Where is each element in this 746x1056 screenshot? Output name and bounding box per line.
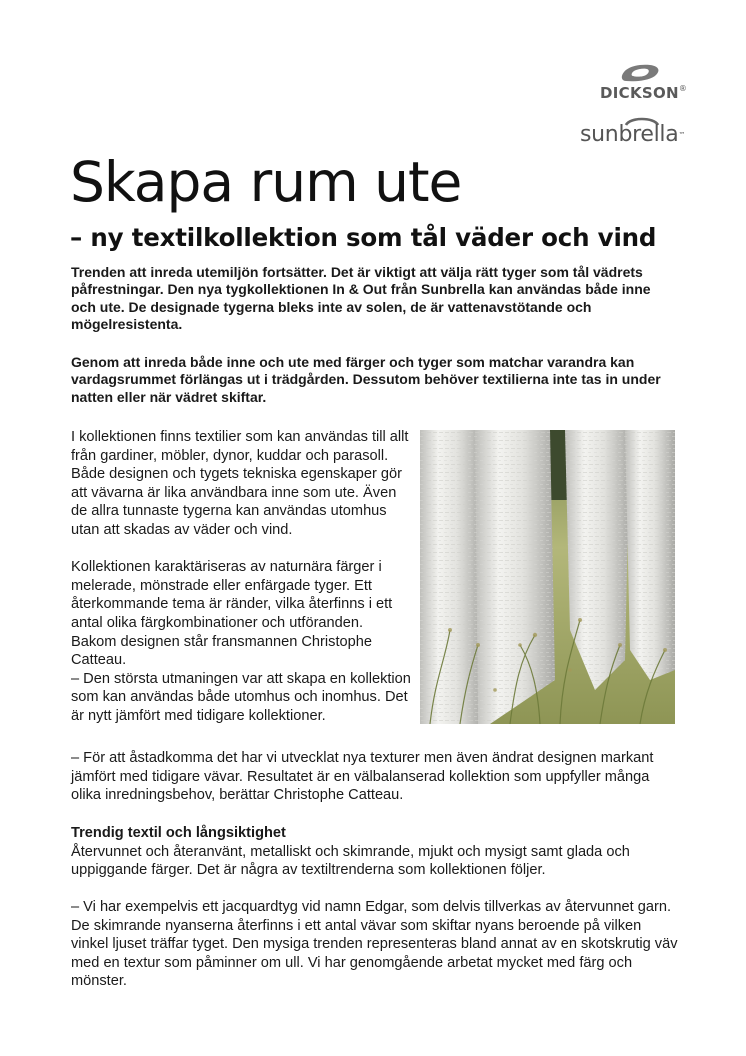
trend-section [71,824,681,880]
dickson-logo [600,64,688,102]
lead-paragraph-1: Trenden att inreda utemiljön fortsätter. Det är viktigt att välja rätt tyger som tål vädrets påfrestningar. Den nya tygkollektionen In & Out från Sunbrella kan användas både inne och ute. De designade tygerna bleks inte av solen, de är vattenavstötande och mögelresistenta. [71,264,651,333]
lead-paragraph-2: Genom att inreda både inne och ute med färger och tyger som matchar varandra kan vardagsrummet förlängas ut i trädgården. Dessutom behöver textilierna inte tas in under natten eller när vädret skiftar. [71,354,661,405]
page-subtitle: – ny textilkollektion som tål väder och vind [70,223,657,252]
text-column [71,428,411,726]
page-title: Skapa rum ute [70,150,462,214]
quote-paragraph: – För att åstadkomma det har vi utvecklat nya texturer men även ändrat designen markant jämfört med tidigare vävar. Resultatet är en välbalanserad kollektion som uppfyller många olika inredningsbehov, berättar Christophe Catteau. [71,750,654,804]
curtains-photo [420,430,675,724]
section-heading: Trendig textil och långsiktighet [71,825,286,841]
dickson-wordmark: DICKSON [600,84,679,102]
dickson-registered-mark: ® [678,84,688,93]
column-paragraph: I kollektionen finns textilier som kan användas till allt från gardiner, möbler, dynor, kuddar och parasoll. Både designen och tygets tekniska egenskaper gör att vävarna är lika användbara inne som ute. Även de allra tunnaste tygerna kan användas utomhus utan att skadas av väder och vind. [71,429,409,538]
sunbrella-logo [580,114,686,147]
section-text: Återvunnet och återanvänt, metalliskt och skimrande, mjukt och mysigt samt glada och uppiggande färger. Det är några av textiltrenderna som kollektionen följer. [71,843,630,879]
column-paragraph: – Den största utmaningen var att skapa en kollektion som kan användas både utomhus och inomhus. Det är nytt jämfört med tidigare kollektioner. [71,670,411,724]
sunbrella-wordmark: sunbrella [580,122,679,147]
column-paragraph: Kollektionen karaktäriseras av naturnära färger i melerade, mönstrade eller enfärgade tyger. Ett återkommande tema är ränder, vilka återfinns i ett antal olika färgkombinationer och utföranden. Bakom designen står fransmannen Christophe Catteau. [71,559,393,669]
closing-paragraph: – Vi har exempelvis ett jacquardtyg vid namn Edgar, som delvis tillverkas av återvunnet garn. De skimrande nyanserna återfinns i ett antal vävar som skiftar nyans beroende på vilken vinkel ljuset träffar tyget. Den mysiga trenden representeras bland annat av en skotskrutig väv med en textur som påminner om ull. Vi har genomgående arbetat mycket med färg och mönster. [71,899,678,990]
dickson-mark-icon [620,64,660,82]
sunbrella-trademark: ™ [678,131,686,139]
